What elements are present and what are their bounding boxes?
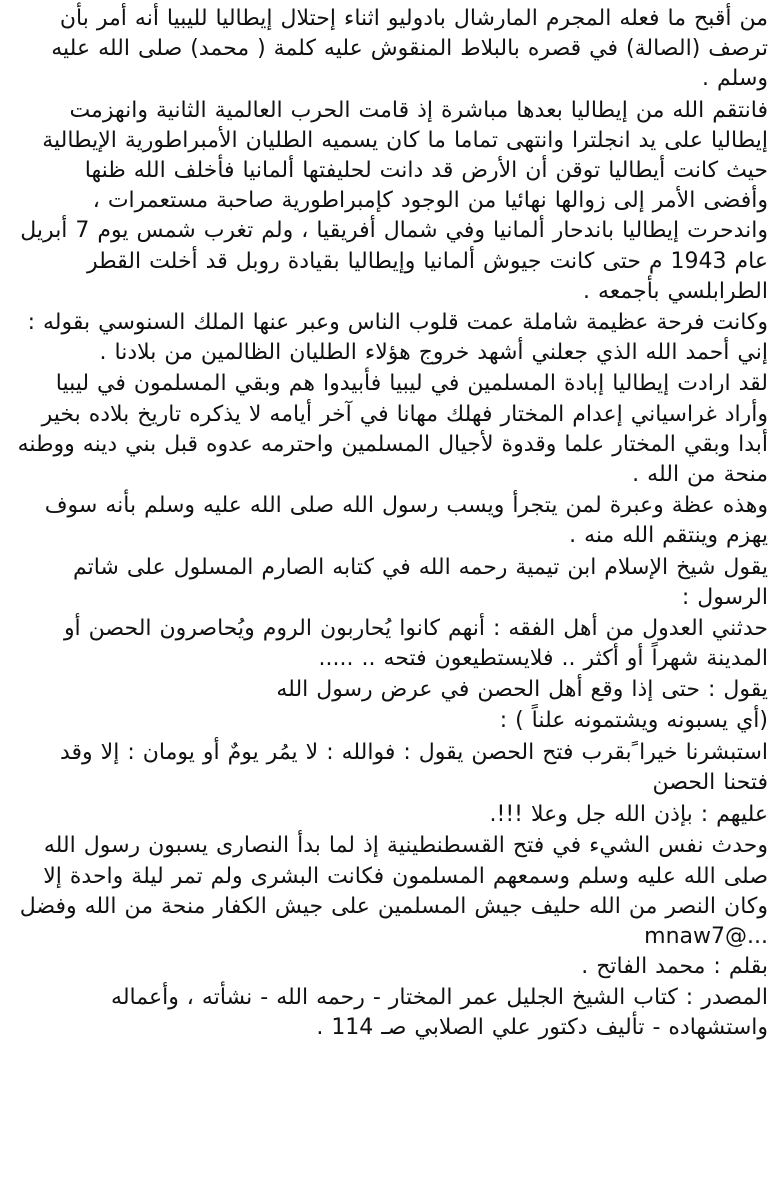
author-line: بقلم : محمد الفاتح . [581, 954, 768, 980]
paragraph-italy-defeat: فانتقم الله من إيطاليا بعدها مباشرة إذ قامت الحرب العالمية الثانية وانهزمت إيطاليا على يد انجلترا وانتهى تماما ما كان يسميه الطليان الأمبراطورية الإيطالية حيث كانت أيطاليا توقن أن الأرض قد دانت لحليفتها ألمانيا فأخلف الله ظنها وأفضى الأمر إلى زوالها نهائيا من الوجود كإمبراطورية صاحبة مستعمرات ، واندحرت إيطاليا باندحار ألمانيا وفي شمال أفريقيا ، ولم تغرب شمس يوم 7 أبريل عام 1943 م حتى كانت جيوش ألمانيا وإيطاليا بقيادة روبل قد أخلت القطر الطرابلسي بأجمعه . [20, 97, 768, 304]
paragraph-narration: حدثني العدول من أهل الفقه : أنهم كانوا يُحاربون الروم ويُحاصرون الحصن أو المدينة شهراً أو أكثر .. فلايستطيعون فتحه .. ..... [63, 616, 768, 672]
paragraph-parenthetical: (أي يسبونه ويشتمونه علناً ) : [499, 707, 768, 733]
paragraph-lesson: وهذه عظة وعبرة لمن يتجرأ ويسب رسول الله صلى الله عليه وسلم بأنه سوف يهزم وينتقم الله منه . [44, 493, 768, 549]
paragraph-joy: وكانت فرحة عظيمة شاملة عمت قلوب الناس وعبر عنها الملك السنوسي بقوله : إني أحمد الله الذي جعلني أشهد خروج هؤلاء الطليان الظالمين من بلادنا . [27, 310, 768, 366]
paragraph-bedoglio: من أقبح ما فعله المجرم المارشال بادوليو اثناء إحتلال إيطاليا لليبيا أنه أمر بأن ترصف (الصالة) في قصره بالبلاط المنقوش عليه كلمة ( محمد) صلى الله عليه وسلم . [51, 6, 768, 92]
paragraph-ibn-taymiyyah: يقول شيخ الإسلام ابن تيمية رحمه الله في كتابه الصارم المسلول على شاتم الرسول : [72, 554, 768, 610]
paragraph-constantinople: وحدث نفس الشيء في فتح القسطنطينية إذ لما بدأ النصارى يسبون رسول الله صلى الله عليه وسلم وسمعهم المسلمون فكانت البشرى ولم تمر ليلة واحدة إلا وكان النصر من الله حليف جيش المسلمين على جيش الكفار منحة من الله وفضل ...@mnaw7 [19, 833, 768, 950]
article-text [14, 4, 768, 1194]
source-line: المصدر : كتاب الشيخ الجليل عمر المختار - رحمه الله - نشأته ، وأعماله واستشهاده - تأليف دكتور علي الصلابي صـ 114 . [111, 984, 768, 1040]
paragraph-good-news: استبشرنا خيرا ًبقرب فتح الحصن يقول : فوالله : لا يمُر يومٌ أو يومان : إلا وقد فتحنا الحصن [59, 739, 768, 796]
paragraph-says: يقول : حتى إذا وقع أهل الحصن في عرض رسول الله [276, 677, 768, 703]
paragraph-by-permission: عليهم : بإذن الله جل وعلا !!!. [489, 802, 768, 828]
paragraph-graziani: لقد ارادت إيطاليا إبادة المسلمين في ليبيا فأبيدوا هم وبقي المسلمون في ليبيا وأراد غراسياني إعدام المختار فهلك مهانا في آخر أيامه لا يذكره تاريخ بلاده بخير أبدا وبقي المختار علما وقدوة لأجيال المسلمين واحترمه عدوه قبل بني دينه ووطنه منحة من الله . [17, 371, 768, 488]
